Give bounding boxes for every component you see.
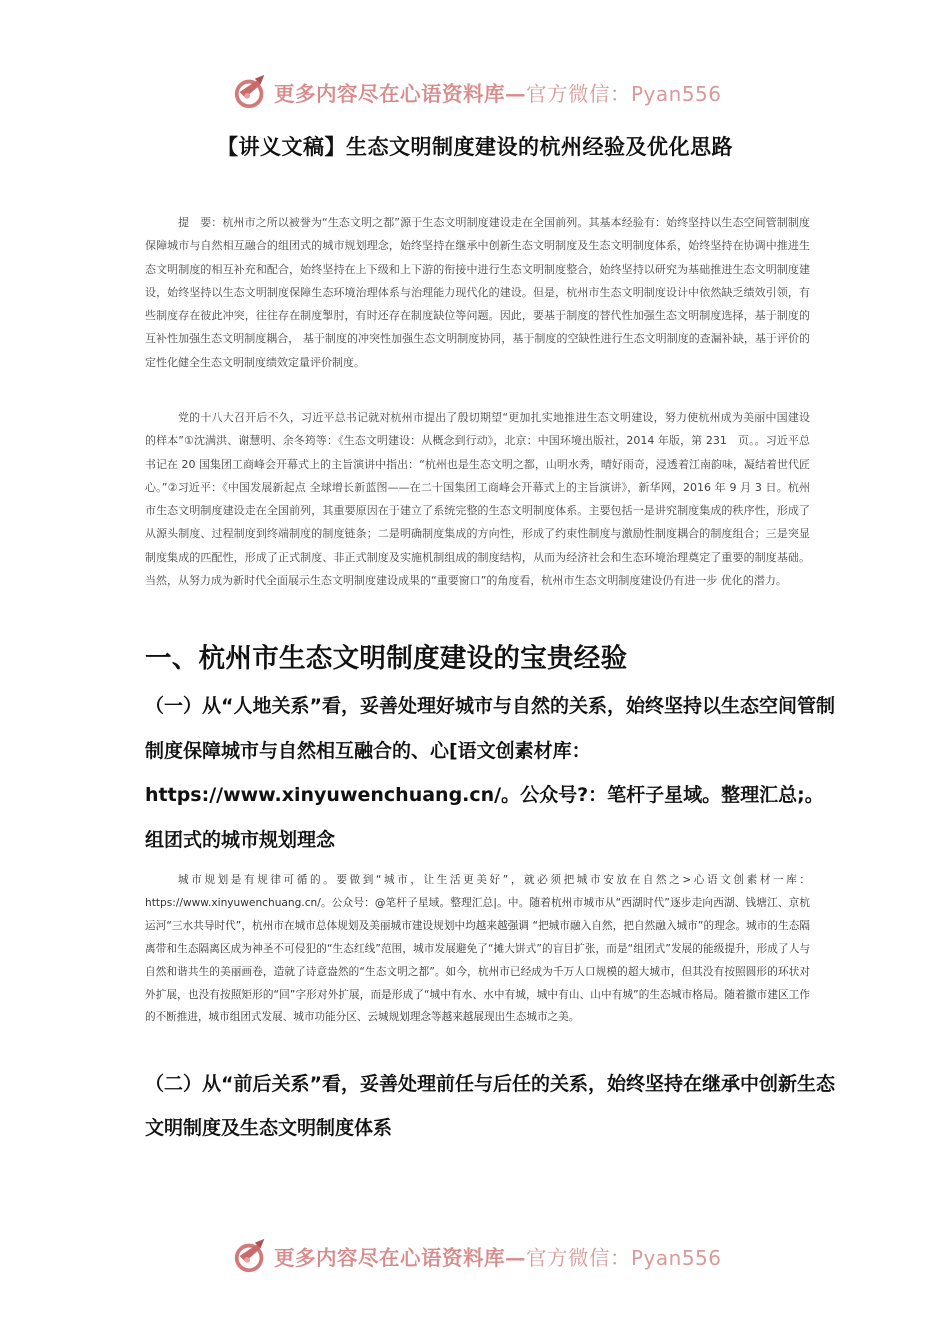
section-heading-1: 一、杭州市生态文明制度建设的宝贵经验: [145, 643, 628, 674]
watermark-handle: Pyan556: [631, 82, 722, 106]
subsection-heading-1: （一）从“人地关系”看，妥善处理好城市与自然的关系，始终坚持以生态空间管制制度保障城市与自然相互融合的、心[语文创素材库：https://www.xinyuwenchuang.cn/。公众号?：笔杆子星域。整理汇总;。组团式的城市规划理念: [145, 695, 835, 851]
watermark-handle: Pyan556: [631, 1246, 722, 1270]
watermark-wechat-label: 官方微信：: [526, 82, 631, 106]
watermark-dash: —: [505, 82, 526, 106]
watermark-brand-text: 更多内容尽在心语资料库: [274, 1246, 505, 1270]
abstract-paragraph: 提 要：杭州市之所以被誉为“生态文明之都”源于生态文明制度建设走在全国前列。其基本经验有：始终坚持以生态空间管制制度保障城市与自然相互融合的组团式的城市规划理念，始终坚持在继承中创新生态文明制度及生态文明制度体系，始终坚持在协调中推进生态文明制度的相互补充和配合，始终坚持在上下级和上下游的衔接中进行生态文明制度整合，始终坚持以研究为基础推进生态文明制度建设，始终坚持以生态文明制度保障生态环境治理体系与治理能力现代化的建设。但是，杭州市生态文明制度设计中依然缺乏绩效引领，有些制度存在彼此冲突，往往存在制度掣肘，有时还存在制度缺位等问题。因此，要基于制度的替代性加强生态文明制度选择，基于制度的互补性加强生态文明制度耦合， 基于制度的冲突性加强生态文明制度协同，基于制度的空缺性进行生态文明制度的查漏补缺，基于评价的定性化健全生态文明制度绩效定量评价制度。: [145, 216, 810, 369]
watermark-dash: —: [505, 1246, 526, 1270]
brand-logo-icon: [232, 73, 270, 111]
intro-paragraph: 党的十八大召开后不久，习近平总书记就对杭州市提出了殷切期望“更加扎实地推进生态文明建设，努力使杭州成为美丽中国建设的样本”①沈满洪、谢慧明、余冬筠等：《生态文明建设：从概念到行动》，北京：中国环境出版社，2014 年版，第 231 页。。习近平总书记在 20 国集团工商峰会开幕式上的主旨演讲中指出：“杭州也是生态文明之都，山明水秀，晴好雨奇，浸透着江南韵味，凝结着世代匠心。”②习近平：《中国发展新起点 全球增长新蓝图——在二十国集团工商峰会开幕式上的主旨演讲》，新华网，2016 年 9 月 3 日。杭州市生态文明制度建设走在全国前列，其重要原因在于建立了系统完整的生态文明制度体系。主要包括一是讲究制度集成的秩序性，形成了从源头制度、过程制度到终端制度的制度链条；二是明确制度集成的方向性，形成了约束性制度与激励性制度耦合的制度组合；三是突显制度集成的匹配性，形成了正式制度、非正式制度及实施机制组成的制度结构，从而为经济社会和生态环境治理奠定了重要的制度基础。当然，从努力成为新时代全面展示生态文明制度建设成果的“重要窗口”的角度看，杭州市生态文明制度建设仍有进一步 优化的潜力。: [145, 411, 810, 588]
watermark-wechat-label: 官方微信：: [526, 1246, 631, 1270]
watermark-brand-text: 更多内容尽在心语资料库: [274, 82, 505, 106]
subsection-1-body: 城市规划是有规律可循的。要做到“城市，让生活更美好”，就必须把城市安放在自然之>心语文创素材一库：https://www.xinyuwenchuang.cn/。公众号：@笔杆子星域。整理汇总|。中。随着杭州市城市从“西湖时代”逐步走向西湖、钱塘江、京杭运河“三水共导时代”，杭州市在城市总体规划及美丽城市建设规划中均越来越强调 “把城市融入自然，把自然融入城市”的理念。城市的生态隔离带和生态隔离区成为神圣不可侵犯的“生态红线”范围，城市发展避免了“摊大饼式”的盲目扩张，而是“组团式”发展的能级提升，形成了人与自然和谐共生的美丽画卷，造就了诗意盎然的“生态文明之都”。如今，杭州市已经成为千万人口规模的超大城市，但其没有按照圆形的环状对外扩展，也没有按照矩形的“回”字形对外扩展，而是形成了“城中有水、水中有城，城中有山、山中有城”的生态城市格局。随着撤市建区工作的不断推进，城市组团式发展、城市功能分区、云城规划理念等越来越展现出生态城市之美。: [145, 874, 810, 1024]
watermark-banner-top: [232, 72, 752, 112]
document-title: 【讲义文稿】生态文明制度建设的杭州经验及优化思路: [217, 135, 733, 159]
watermark-banner-bottom: [232, 1236, 752, 1276]
subsection-heading-2: （二）从“前后关系”看，妥善处理前任与后任的关系，始终坚持在继承中创新生态文明制度及生态文明制度体系: [145, 1073, 835, 1139]
brand-logo-icon: [232, 1237, 270, 1275]
